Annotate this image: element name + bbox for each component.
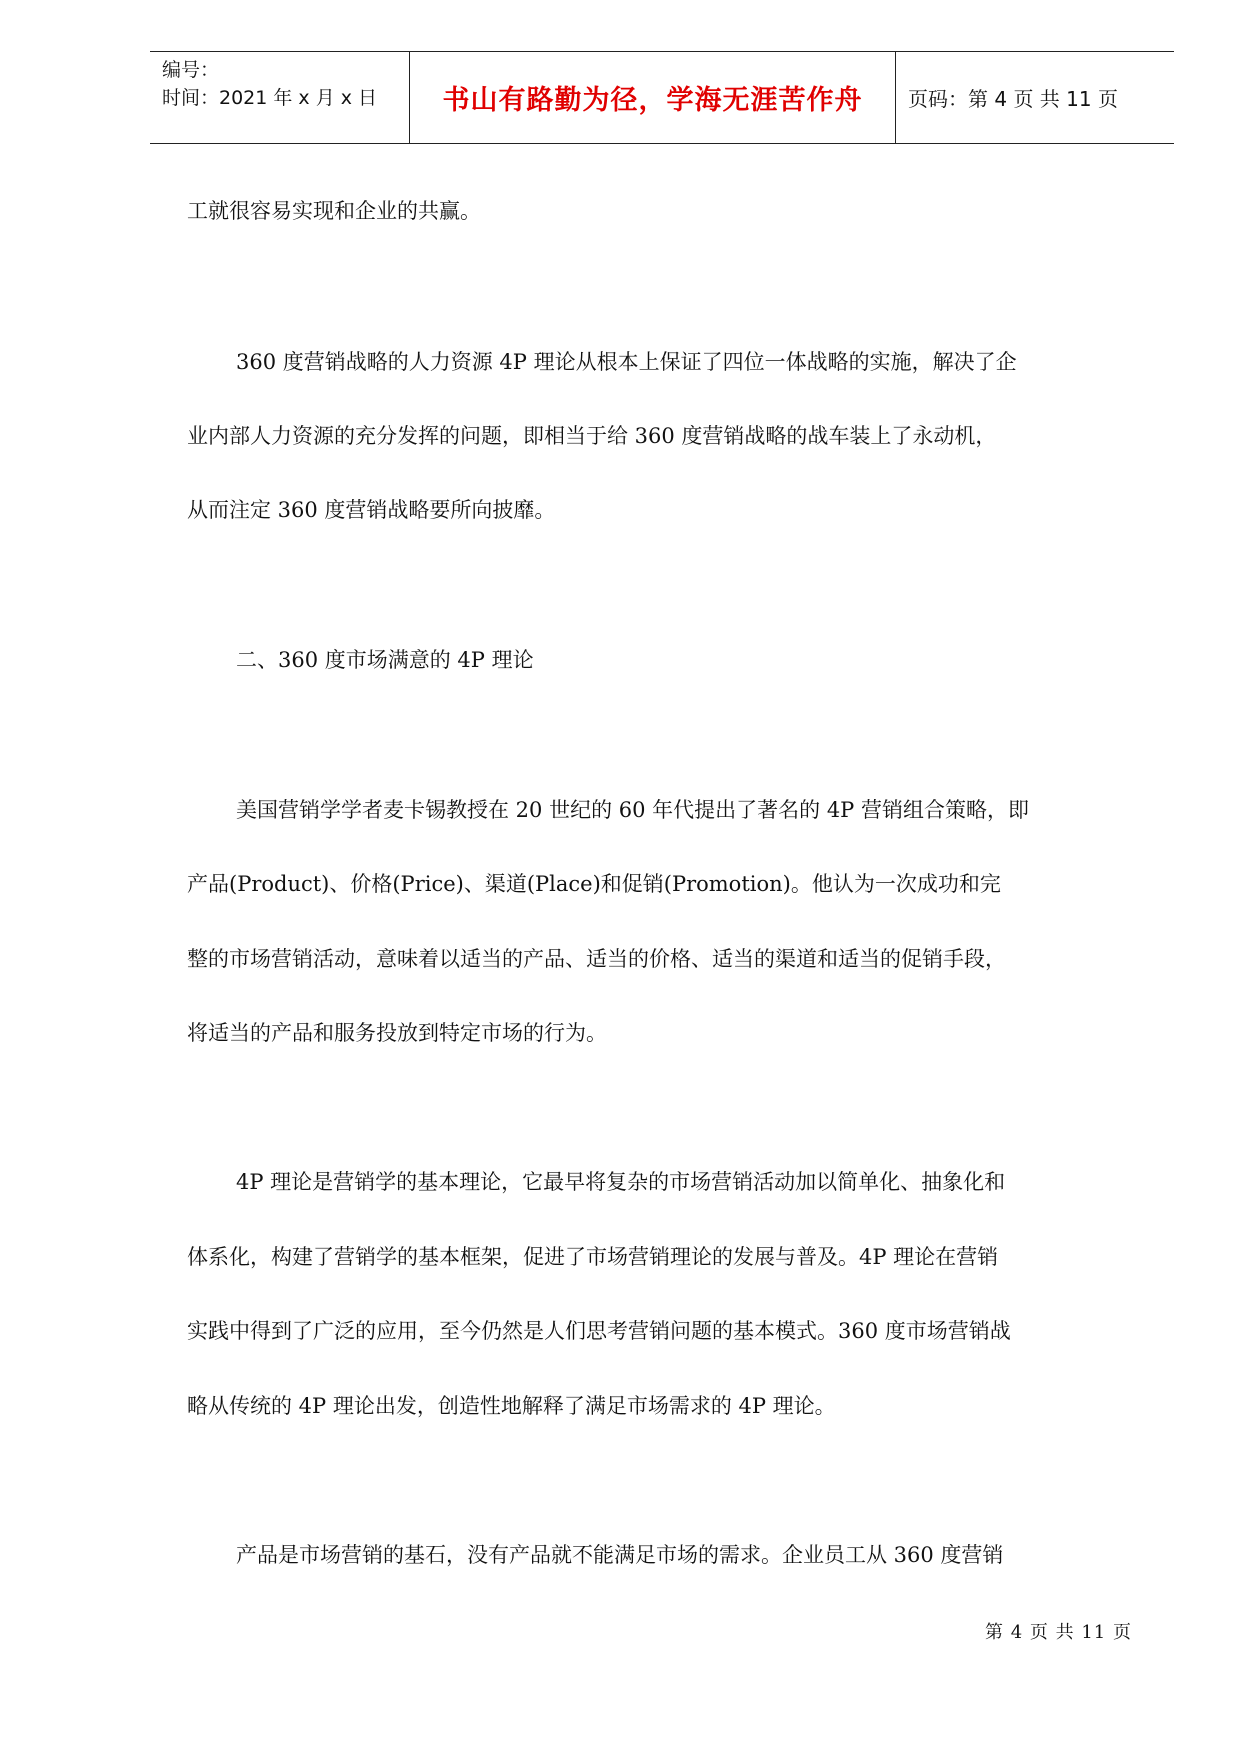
paragraph-line: 美国营销学学者麦卡锡教授在 20 世纪的 60 年代提出了著名的 4P 营销组合策略，即	[236, 798, 1029, 822]
header-meta	[150, 52, 410, 143]
paragraph-line: 略从传统的 4P 理论出发，创造性地解释了满足市场需求的 4P 理论。	[187, 1394, 836, 1418]
document-number-label: 编号：	[162, 59, 220, 81]
paragraph-line: 实践中得到了广泛的应用，至今仍然是人们思考营销问题的基本模式。360 度市场营销战	[187, 1319, 1011, 1343]
paragraph-line: 360 度营销战略的人力资源 4P 理论从根本上保证了四位一体战略的实施，解决了企	[236, 350, 1017, 374]
header-page-number: 页码：第 4 页 共 11 页	[908, 87, 1118, 111]
page-header	[150, 51, 1174, 144]
paragraph-line: 产品是市场营销的基石，没有产品就不能满足市场的需求。企业员工从 360 度营销	[236, 1543, 1004, 1567]
paragraph-line: 产品(Product)、价格(Price)、渠道(Place)和促销(Promotion)。他认为一次成功和完	[187, 872, 1001, 896]
paragraph-line: 业内部人力资源的充分发挥的问题，即相当于给 360 度营销战略的战车装上了永动机，	[187, 424, 997, 448]
paragraph-line: 将适当的产品和服务投放到特定市场的行为。	[187, 1021, 607, 1045]
section-heading: 二、360 度市场满意的 4P 理论	[236, 648, 534, 672]
paragraph-line: 工就很容易实现和企业的共赢。	[187, 199, 481, 223]
page-footer: 第 4 页 共 11 页	[985, 1622, 1132, 1643]
header-motto: 书山有路勤为径，学海无涯苦作舟	[410, 52, 896, 143]
paragraph-line: 4P 理论是营销学的基本理论，它最早将复杂的市场营销活动加以简单化、抽象化和	[236, 1170, 1006, 1194]
paragraph-line: 整的市场营销活动，意味着以适当的产品、适当的价格、适当的渠道和适当的促销手段，	[187, 947, 1006, 971]
document-time-label: 时间：2021 年 x 月 x 日	[162, 87, 378, 109]
paragraph-line: 体系化，构建了营销学的基本框架，促进了市场营销理论的发展与普及。4P 理论在营销	[187, 1245, 999, 1269]
paragraph-line: 从而注定 360 度营销战略要所向披靡。	[187, 498, 556, 522]
